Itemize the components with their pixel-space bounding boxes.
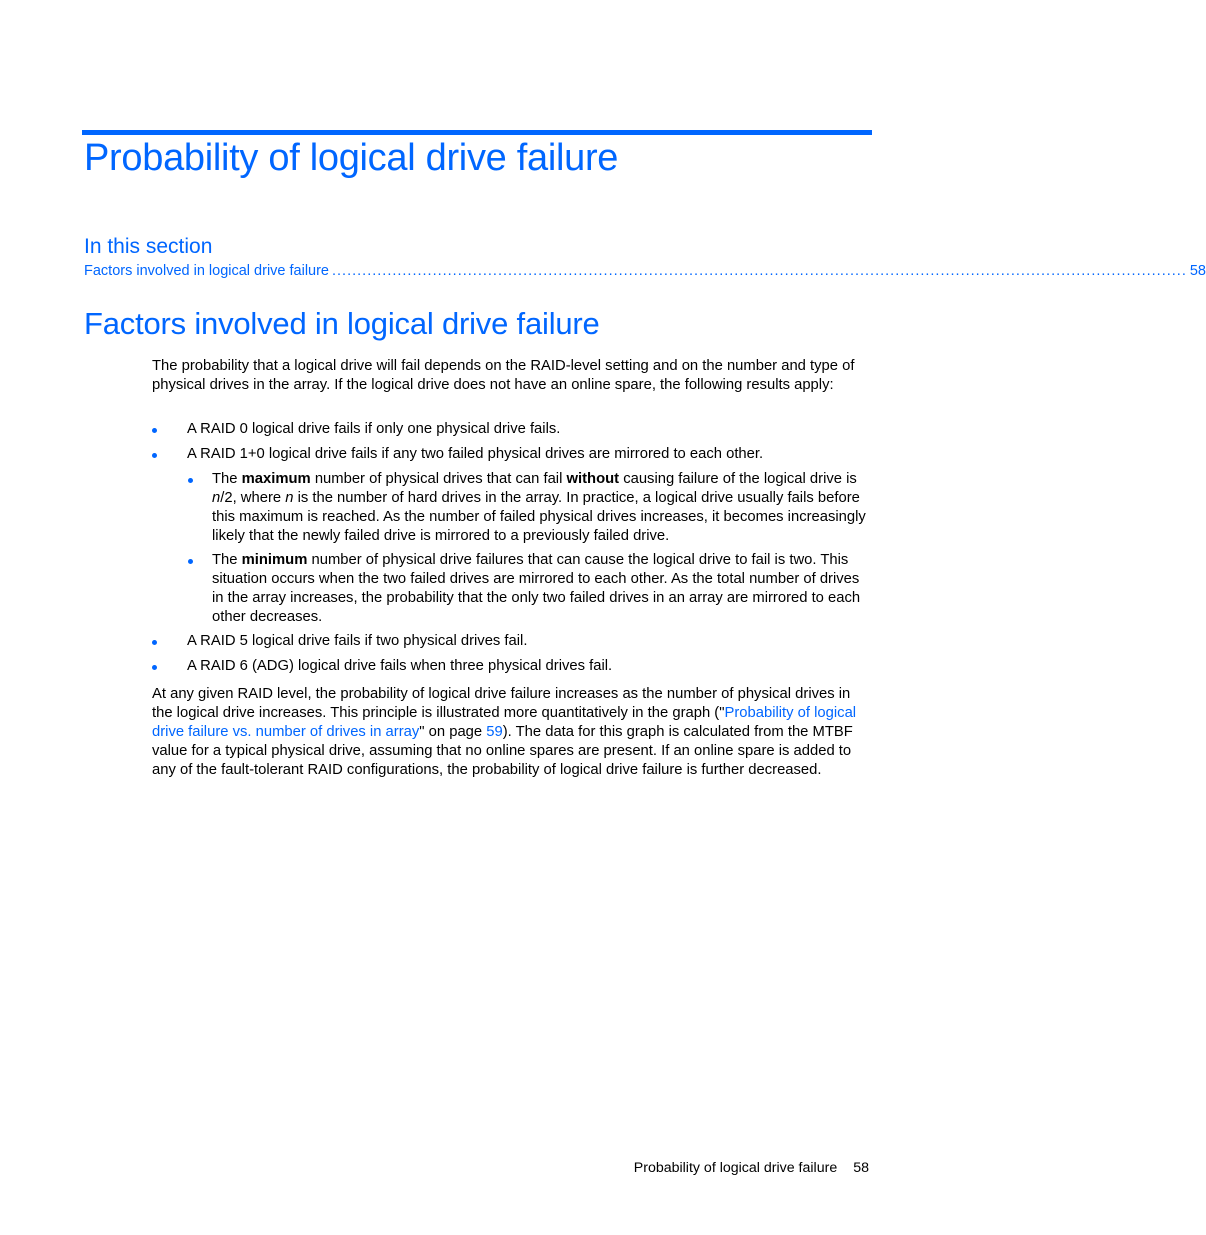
graph-cross-reference-link[interactable]: Probability of logical drive failure vs. number of drives in array [152, 704, 857, 740]
toc-entry-label[interactable]: Factors involved in logical drive failure [84, 263, 329, 279]
footer-page-number: 58 [853, 1160, 869, 1176]
list-item-text: A RAID 5 logical drive fails if two physical drives fail. [187, 633, 528, 649]
bullet-icon [152, 640, 157, 645]
bold-term-maximum: maximum [241, 471, 311, 487]
page-footer [634, 1160, 869, 1176]
text-run: " on page [419, 723, 487, 740]
section-title: Factors involved in logical drive failure [84, 306, 600, 341]
bullet-icon [152, 665, 157, 670]
text-run: At any given RAID level, the probability of logical drive failure increases as the number of physical drives in the logical drive increases. This principle is illustrated more quantitatively in the graph (" [152, 686, 851, 721]
closing-paragraph [152, 685, 870, 780]
toc-entry-link[interactable] [84, 263, 1206, 279]
bullet-icon [188, 478, 193, 483]
list-item-raid0 [152, 420, 870, 439]
list-item-text [212, 470, 870, 546]
text-run: The [212, 552, 242, 568]
toc-dot-leader: .......................................................................................................................................................................... [332, 263, 1187, 279]
bullet-icon [152, 428, 157, 433]
text-run: The [212, 471, 242, 487]
italic-variable-n: n [212, 489, 221, 506]
text-run: is the number of hard drives in the array. In practice, a logical drive usually fails before this maximum is reached. As the number of failed physical drives increases, it becomes increasingly likely that the newly failed drive is mirrored to a previously failed drive. [212, 489, 866, 544]
text-run: number of physical drive failures that can cause the logical drive to fail is two. This situation occurs when the two failed drives are mirrored to each other. As the total number of drives in the array increases, the probability that the only two failed drives in an array are mirrored to each other decreases. [212, 552, 861, 625]
list-item-text [212, 551, 870, 627]
toc-entry-page[interactable]: 58 [1189, 263, 1206, 279]
text-run: number of physical drives that can fail [310, 471, 567, 487]
page-reference-link[interactable]: 59 [486, 723, 503, 740]
in-this-section-heading: In this section [84, 235, 213, 258]
bold-term-without: without [566, 471, 620, 487]
bullet-icon [188, 559, 193, 564]
list-item-raid5 [152, 632, 870, 651]
list-item-text: A RAID 1+0 logical drive fails if any two failed physical drives are mirrored to each other. [187, 446, 764, 462]
list-item-raid10 [152, 445, 870, 464]
bullet-icon [152, 453, 157, 458]
footer-title: Probability of logical drive failure [633, 1160, 838, 1176]
text-run: ). The data for this graph is calculated from the MTBF value for a typical physical drive, assuming that no online spares are present. If an online spare is added to any of the fault-tolerant RAID configurations, the probability of logical drive failure is further decreased. [152, 723, 853, 778]
italic-variable-n: n [285, 489, 294, 506]
intro-paragraph: The probability that a logical drive will fail depends on the RAID-level setting and on the number and type of physical drives in the array. If the logical drive does not have an online spare, the following results apply: [152, 358, 855, 393]
bold-term-minimum: minimum [241, 552, 308, 568]
list-item-raid6 [152, 657, 870, 676]
sub-list-item-maximum [188, 470, 870, 546]
chapter-title: Probability of logical drive failure [84, 137, 619, 179]
sub-list-item-minimum [188, 551, 870, 627]
text-run: causing failure of the logical drive is [619, 471, 857, 487]
list-item-text: A RAID 0 logical drive fails if only one physical drive fails. [187, 421, 561, 437]
text-run: /2, where [220, 489, 286, 506]
list-item-text: A RAID 6 (ADG) logical drive fails when three physical drives fail. [187, 658, 613, 674]
chapter-rule [82, 130, 872, 135]
